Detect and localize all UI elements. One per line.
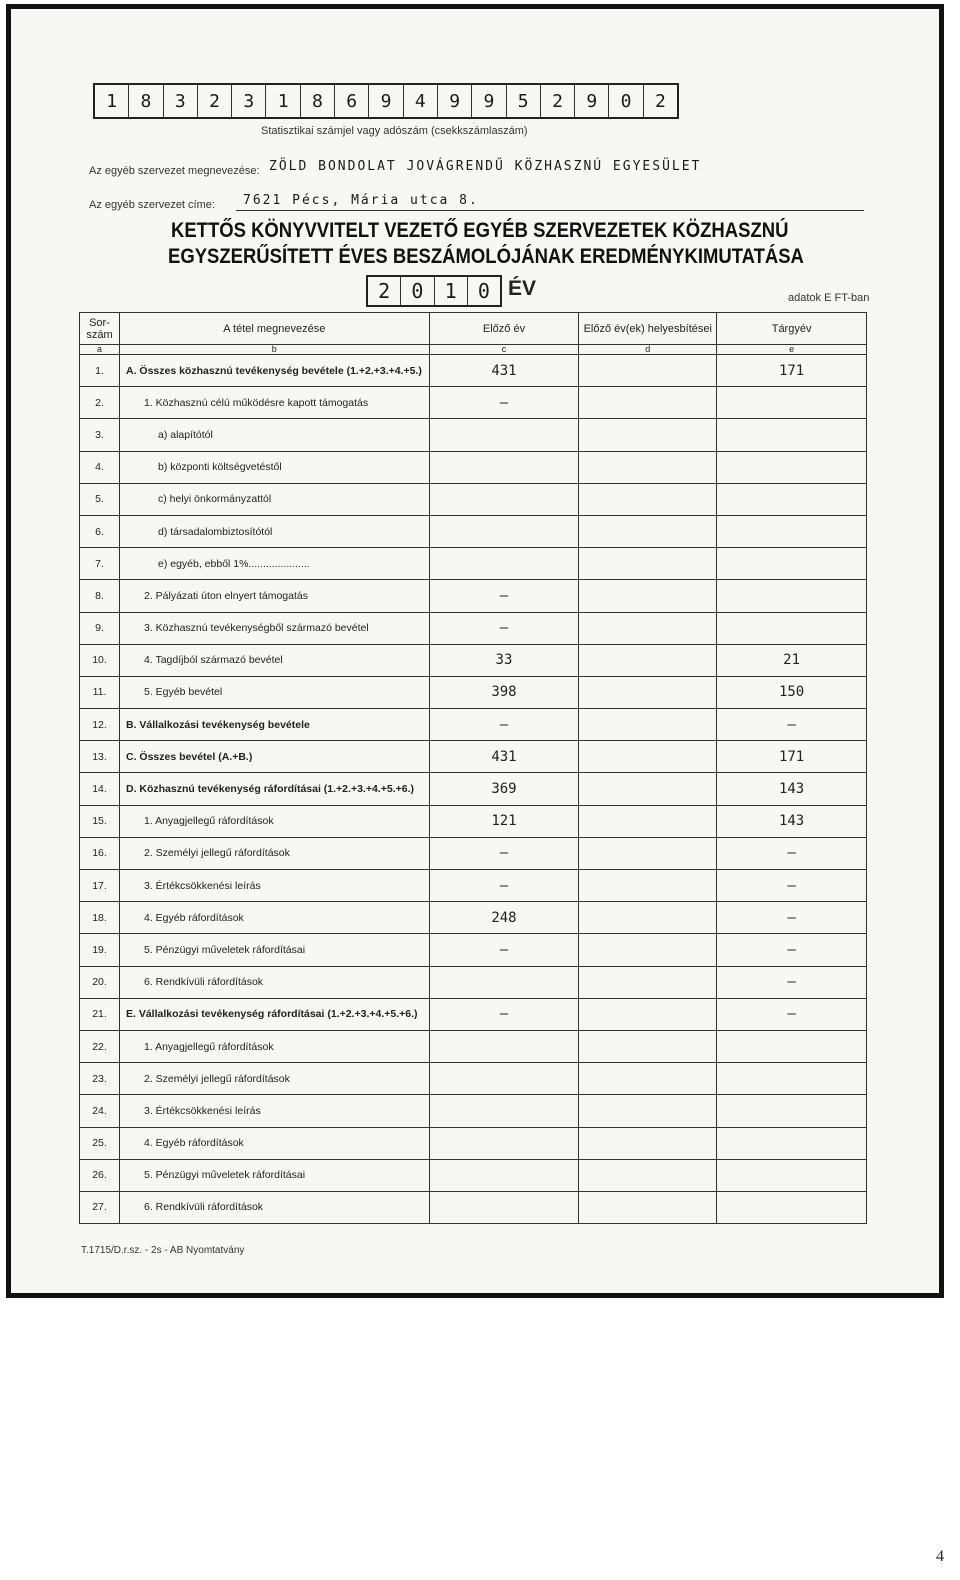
current-year-value: 171 bbox=[717, 355, 867, 387]
current-year-value: — bbox=[717, 837, 867, 869]
current-year-value bbox=[717, 1191, 867, 1223]
address-underline bbox=[236, 210, 864, 211]
item-name: E. Vállalkozási tevékenység ráfordításai (1.+2.+3.+4.+5.+6.) bbox=[119, 998, 429, 1030]
column-letter: e bbox=[717, 345, 867, 355]
item-name: 6. Rendkívüli ráfordítások bbox=[119, 1191, 429, 1223]
stat-number-digit: 4 bbox=[404, 85, 438, 117]
item-name: 5. Pénzügyi műveletek ráfordításai bbox=[119, 934, 429, 966]
table-row bbox=[80, 902, 867, 934]
current-year-value bbox=[717, 1095, 867, 1127]
table-row bbox=[80, 355, 867, 387]
column-letter: d bbox=[579, 345, 717, 355]
form-title-line1: KETTŐS KÖNYVVITELT VEZETŐ EGYÉB SZERVEZETEK KÖZHASZNÚ bbox=[171, 219, 789, 242]
scanned-form-page bbox=[6, 4, 944, 1298]
previous-year-value: — bbox=[429, 934, 579, 966]
stat-number-digit: 1 bbox=[266, 85, 300, 117]
item-name: 3. Értékcsökkenési leírás bbox=[119, 1095, 429, 1127]
page-number: 4 bbox=[936, 1548, 944, 1565]
previous-year-value bbox=[429, 1191, 579, 1223]
stat-number-digit: 2 bbox=[198, 85, 232, 117]
item-name: 1. Anyagjellegű ráfordítások bbox=[119, 805, 429, 837]
correction-value bbox=[579, 387, 717, 419]
row-number: 14. bbox=[80, 773, 120, 805]
table-row bbox=[80, 1191, 867, 1223]
item-name: 6. Rendkívüli ráfordítások bbox=[119, 966, 429, 998]
stat-number-digit: 8 bbox=[301, 85, 335, 117]
previous-year-value bbox=[429, 1095, 579, 1127]
stat-number-digit: 9 bbox=[438, 85, 472, 117]
current-year-value: 143 bbox=[717, 773, 867, 805]
correction-value bbox=[579, 1159, 717, 1191]
previous-year-value: — bbox=[429, 837, 579, 869]
item-name: 5. Egyéb bevétel bbox=[119, 676, 429, 708]
previous-year-value: — bbox=[429, 612, 579, 644]
item-name: 1. Anyagjellegű ráfordítások bbox=[119, 1030, 429, 1062]
item-name: d) társadalombiztosítótól bbox=[119, 515, 429, 547]
item-name: b) központi költségvetéstől bbox=[119, 451, 429, 483]
year-digit: 0 bbox=[401, 277, 434, 305]
current-year-value: 21 bbox=[717, 644, 867, 676]
row-number: 18. bbox=[80, 902, 120, 934]
previous-year-value: 369 bbox=[429, 773, 579, 805]
previous-year-value: 431 bbox=[429, 741, 579, 773]
table-row bbox=[80, 515, 867, 547]
previous-year-value bbox=[429, 1159, 579, 1191]
item-name: C. Összes bevétel (A.+B.) bbox=[119, 741, 429, 773]
header-corrections: Előző év(ek) helyesbítései bbox=[579, 313, 717, 345]
correction-value bbox=[579, 805, 717, 837]
form-footer: T.1715/D.r.sz. - 2s - AB Nyomtatvány bbox=[81, 1245, 245, 1256]
table-row bbox=[80, 419, 867, 451]
current-year-value bbox=[717, 1030, 867, 1062]
form-title-line2: EGYSZERŰSÍTETT ÉVES BESZÁMOLÓJÁNAK EREDMÉNYKIMUTATÁSA bbox=[168, 245, 804, 268]
item-name: D. Közhasznú tevékenység ráfordításai (1.+2.+3.+4.+5.+6.) bbox=[119, 773, 429, 805]
row-number: 23. bbox=[80, 1063, 120, 1095]
table-row bbox=[80, 966, 867, 998]
org-name-label: Az egyéb szervezet megnevezése: bbox=[89, 165, 260, 177]
correction-value bbox=[579, 966, 717, 998]
stat-number-digit: 9 bbox=[575, 85, 609, 117]
column-letter-row bbox=[80, 345, 867, 355]
year-digit: 2 bbox=[368, 277, 401, 305]
current-year-value bbox=[717, 1063, 867, 1095]
table-row bbox=[80, 773, 867, 805]
row-number: 24. bbox=[80, 1095, 120, 1127]
stat-number-digit: 3 bbox=[164, 85, 198, 117]
table-row bbox=[80, 1159, 867, 1191]
current-year-value: — bbox=[717, 998, 867, 1030]
current-year-value: 150 bbox=[717, 676, 867, 708]
column-letter: c bbox=[429, 345, 579, 355]
units-note: adatok E FT-ban bbox=[788, 292, 870, 304]
row-number: 27. bbox=[80, 1191, 120, 1223]
row-number: 11. bbox=[80, 676, 120, 708]
previous-year-value bbox=[429, 966, 579, 998]
stat-number-digit: 2 bbox=[654, 90, 666, 112]
row-number: 20. bbox=[80, 966, 120, 998]
current-year-value bbox=[717, 451, 867, 483]
statistical-number-boxes bbox=[93, 83, 679, 119]
correction-value bbox=[579, 1030, 717, 1062]
item-name: 2. Pályázati úton elnyert támogatás bbox=[119, 580, 429, 612]
item-name: A. Összes közhasznú tevékenység bevétele (1.+2.+3.+4.+5.) bbox=[119, 355, 429, 387]
item-name: 3. Közhasznú tevékenységből származó bevétel bbox=[119, 612, 429, 644]
year-suffix: ÉV bbox=[508, 277, 537, 300]
current-year-value bbox=[717, 387, 867, 419]
previous-year-value: — bbox=[429, 580, 579, 612]
table-row bbox=[80, 934, 867, 966]
table-row bbox=[80, 580, 867, 612]
current-year-value bbox=[717, 548, 867, 580]
previous-year-value: 431 bbox=[429, 355, 579, 387]
current-year-value: — bbox=[717, 709, 867, 741]
correction-value bbox=[579, 419, 717, 451]
table-row bbox=[80, 1095, 867, 1127]
year-boxes bbox=[366, 275, 502, 307]
stat-number-digit: 5 bbox=[507, 85, 541, 117]
previous-year-value: — bbox=[429, 870, 579, 902]
correction-value bbox=[579, 1127, 717, 1159]
header-previous-year: Előző év bbox=[429, 313, 579, 345]
correction-value bbox=[579, 355, 717, 387]
row-number: 2. bbox=[80, 387, 120, 419]
row-number: 25. bbox=[80, 1127, 120, 1159]
correction-value bbox=[579, 515, 717, 547]
header-item-name: A tétel megnevezése bbox=[119, 313, 429, 345]
previous-year-value: 248 bbox=[429, 902, 579, 934]
stat-number-digit: 8 bbox=[129, 85, 163, 117]
current-year-value bbox=[717, 515, 867, 547]
correction-value bbox=[579, 773, 717, 805]
row-number: 10. bbox=[80, 644, 120, 676]
previous-year-value: — bbox=[429, 709, 579, 741]
previous-year-value: — bbox=[429, 998, 579, 1030]
correction-value bbox=[579, 709, 717, 741]
item-name: 2. Személyi jellegű ráfordítások bbox=[119, 837, 429, 869]
correction-value bbox=[579, 612, 717, 644]
table-row bbox=[80, 1063, 867, 1095]
stat-number-caption: Statisztikai számjel vagy adószám (csekkszámlaszám) bbox=[261, 125, 528, 137]
year-digit: 0 bbox=[477, 279, 490, 303]
stat-number-digit: 2 bbox=[541, 85, 575, 117]
table-row bbox=[80, 451, 867, 483]
previous-year-value: 398 bbox=[429, 676, 579, 708]
current-year-value bbox=[717, 419, 867, 451]
correction-value bbox=[579, 902, 717, 934]
org-address-label: Az egyéb szervezet címe: bbox=[89, 199, 215, 211]
correction-value bbox=[579, 741, 717, 773]
previous-year-value bbox=[429, 515, 579, 547]
stat-number-digit: 0 bbox=[609, 85, 643, 117]
previous-year-value bbox=[429, 548, 579, 580]
current-year-value bbox=[717, 483, 867, 515]
item-name: 3. Értékcsökkenési leírás bbox=[119, 870, 429, 902]
row-number: 21. bbox=[80, 998, 120, 1030]
table-header-row bbox=[80, 313, 867, 345]
current-year-value: — bbox=[717, 934, 867, 966]
row-number: 5. bbox=[80, 483, 120, 515]
table-row bbox=[80, 387, 867, 419]
row-number: 12. bbox=[80, 709, 120, 741]
item-name: 2. Személyi jellegű ráfordítások bbox=[119, 1063, 429, 1095]
row-number: 1. bbox=[80, 355, 120, 387]
table-row bbox=[80, 805, 867, 837]
table-row bbox=[80, 741, 867, 773]
current-year-value bbox=[717, 612, 867, 644]
row-number: 7. bbox=[80, 548, 120, 580]
row-number: 8. bbox=[80, 580, 120, 612]
income-statement-table bbox=[79, 312, 867, 1224]
header-serial-number: Sor- szám bbox=[80, 313, 120, 345]
current-year-value: — bbox=[717, 870, 867, 902]
item-name: 4. Egyéb ráfordítások bbox=[119, 902, 429, 934]
row-number: 9. bbox=[80, 612, 120, 644]
column-letter: a bbox=[80, 345, 120, 355]
row-number: 22. bbox=[80, 1030, 120, 1062]
row-number: 17. bbox=[80, 870, 120, 902]
table-row bbox=[80, 837, 867, 869]
column-letter: b bbox=[119, 345, 429, 355]
row-number: 26. bbox=[80, 1159, 120, 1191]
stat-number-digit: 3 bbox=[232, 85, 266, 117]
correction-value bbox=[579, 676, 717, 708]
previous-year-value bbox=[429, 1030, 579, 1062]
stat-number-digit: 6 bbox=[335, 85, 369, 117]
correction-value bbox=[579, 644, 717, 676]
correction-value bbox=[579, 548, 717, 580]
correction-value bbox=[579, 870, 717, 902]
current-year-value: — bbox=[717, 902, 867, 934]
year-digit: 1 bbox=[435, 277, 468, 305]
correction-value bbox=[579, 998, 717, 1030]
header-current-year: Tárgyév bbox=[717, 313, 867, 345]
correction-value bbox=[579, 1095, 717, 1127]
org-address-value: 7621 Pécs, Mária utca 8. bbox=[243, 193, 479, 208]
table-row bbox=[80, 1030, 867, 1062]
item-name: e) egyéb, ebből 1%..................... bbox=[119, 548, 429, 580]
row-number: 13. bbox=[80, 741, 120, 773]
correction-value bbox=[579, 483, 717, 515]
previous-year-value: 121 bbox=[429, 805, 579, 837]
row-number: 15. bbox=[80, 805, 120, 837]
item-name: 4. Tagdíjból származó bevétel bbox=[119, 644, 429, 676]
current-year-value: — bbox=[717, 966, 867, 998]
item-name: c) helyi önkormányzattól bbox=[119, 483, 429, 515]
stat-number-digit: 9 bbox=[472, 85, 506, 117]
table-row bbox=[80, 612, 867, 644]
current-year-value: 171 bbox=[717, 741, 867, 773]
current-year-value: 143 bbox=[717, 805, 867, 837]
row-number: 4. bbox=[80, 451, 120, 483]
stat-number-digit: 1 bbox=[95, 85, 129, 117]
table-row bbox=[80, 483, 867, 515]
previous-year-value bbox=[429, 483, 579, 515]
item-name: B. Vállalkozási tevékenység bevétele bbox=[119, 709, 429, 741]
correction-value bbox=[579, 1063, 717, 1095]
table-row bbox=[80, 676, 867, 708]
row-number: 19. bbox=[80, 934, 120, 966]
item-name: a) alapítótól bbox=[119, 419, 429, 451]
correction-value bbox=[579, 837, 717, 869]
item-name: 5. Pénzügyi műveletek ráfordításai bbox=[119, 1159, 429, 1191]
previous-year-value: — bbox=[429, 387, 579, 419]
stat-number-digit: 9 bbox=[369, 85, 403, 117]
current-year-value bbox=[717, 1159, 867, 1191]
table-row bbox=[80, 709, 867, 741]
previous-year-value bbox=[429, 451, 579, 483]
row-number: 16. bbox=[80, 837, 120, 869]
table-row bbox=[80, 870, 867, 902]
row-number: 6. bbox=[80, 515, 120, 547]
table-row bbox=[80, 644, 867, 676]
correction-value bbox=[579, 1191, 717, 1223]
current-year-value bbox=[717, 1127, 867, 1159]
table-row bbox=[80, 1127, 867, 1159]
current-year-value bbox=[717, 580, 867, 612]
previous-year-value: 33 bbox=[429, 644, 579, 676]
item-name: 1. Közhasznú célú működésre kapott támogatás bbox=[119, 387, 429, 419]
correction-value bbox=[579, 934, 717, 966]
previous-year-value bbox=[429, 419, 579, 451]
previous-year-value bbox=[429, 1063, 579, 1095]
org-name-value: ZÖLD BONDOLAT JOVÁGRENDŰ KÖZHASZNÚ EGYESÜLET bbox=[269, 159, 702, 174]
table-row bbox=[80, 548, 867, 580]
correction-value bbox=[579, 451, 717, 483]
row-number: 3. bbox=[80, 419, 120, 451]
previous-year-value bbox=[429, 1127, 579, 1159]
item-name: 4. Egyéb ráfordítások bbox=[119, 1127, 429, 1159]
table-row bbox=[80, 998, 867, 1030]
correction-value bbox=[579, 580, 717, 612]
